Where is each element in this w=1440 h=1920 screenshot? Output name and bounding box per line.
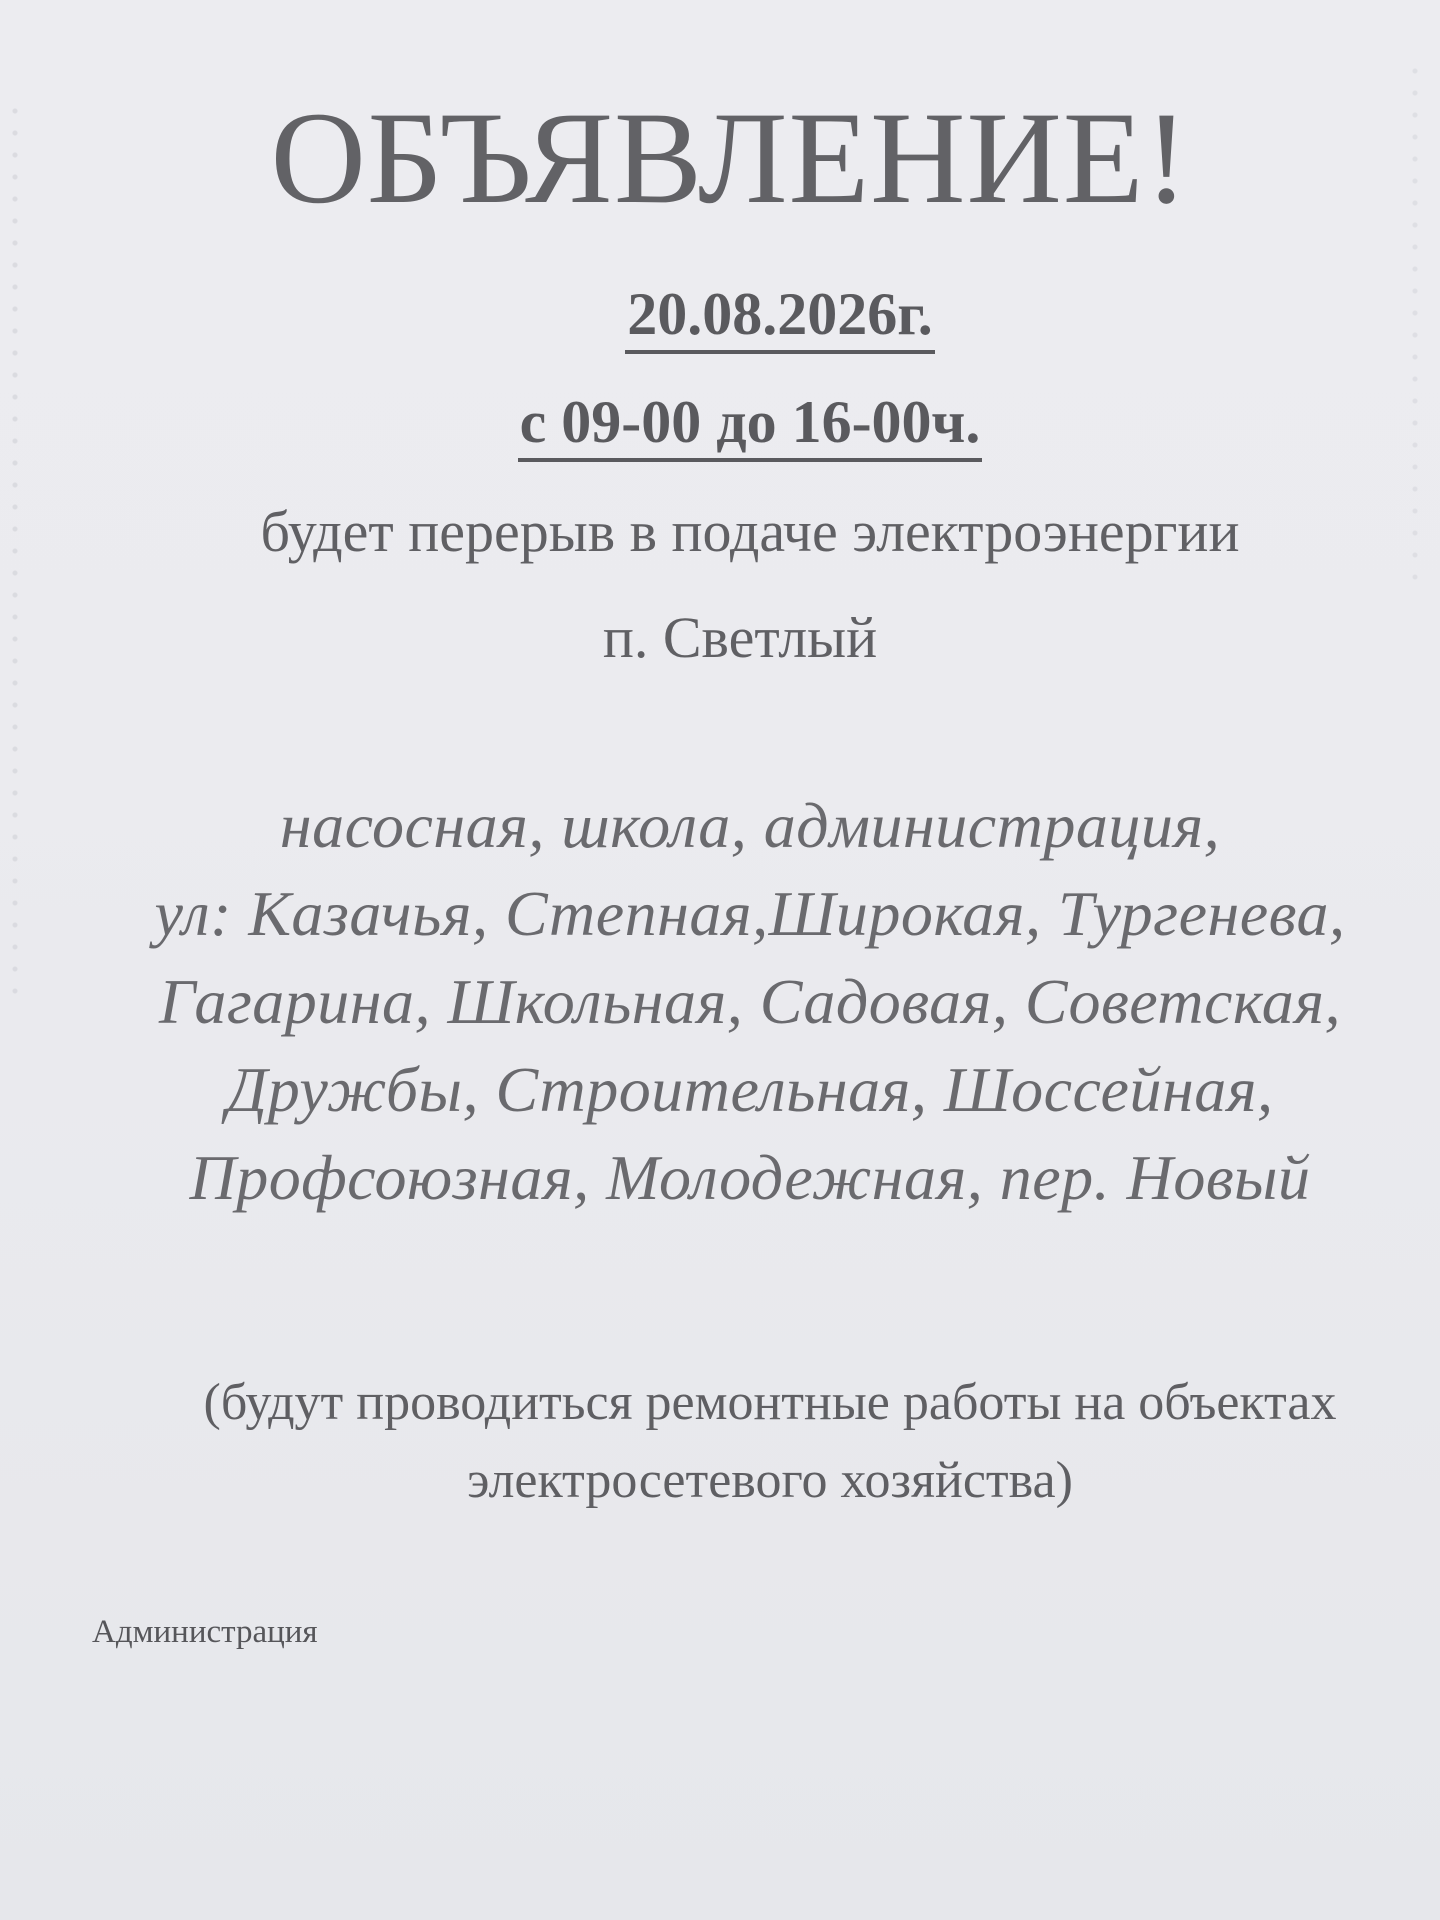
affected-line: Гагарина, Школьная, Садовая, Советская, xyxy=(159,966,1341,1037)
repair-reason xyxy=(120,1364,1420,1520)
affected-line: ул: Казачья, Степная,Широкая, Тургенева, xyxy=(154,878,1346,949)
notice-title: ОБЪЯВЛЕНИЕ! xyxy=(270,84,1190,231)
notice-date-text: 20.08.2026г. xyxy=(625,282,934,354)
notice-time xyxy=(0,390,1440,462)
affected-streets xyxy=(100,782,1400,1222)
affected-line: Дружбы, Строительная, Шоссейная, xyxy=(226,1054,1274,1125)
reason-line: электросетевого хозяйства) xyxy=(467,1452,1073,1509)
settlement-name: п. Светлый xyxy=(602,605,878,670)
affected-line: насосная, школа, администрация, xyxy=(279,790,1221,861)
outage-message: будет перерыв в подаче электроэнергии xyxy=(260,499,1240,564)
notice-time-text: с 09-00 до 16-00ч. xyxy=(518,390,983,462)
signature: Администрация xyxy=(92,1614,318,1650)
affected-line: Профсоюзная, Молодежная, пер. Новый xyxy=(189,1142,1311,1213)
notice-date xyxy=(0,282,1440,354)
reason-line: (будут проводиться ремонтные работы на объектах xyxy=(203,1374,1337,1431)
